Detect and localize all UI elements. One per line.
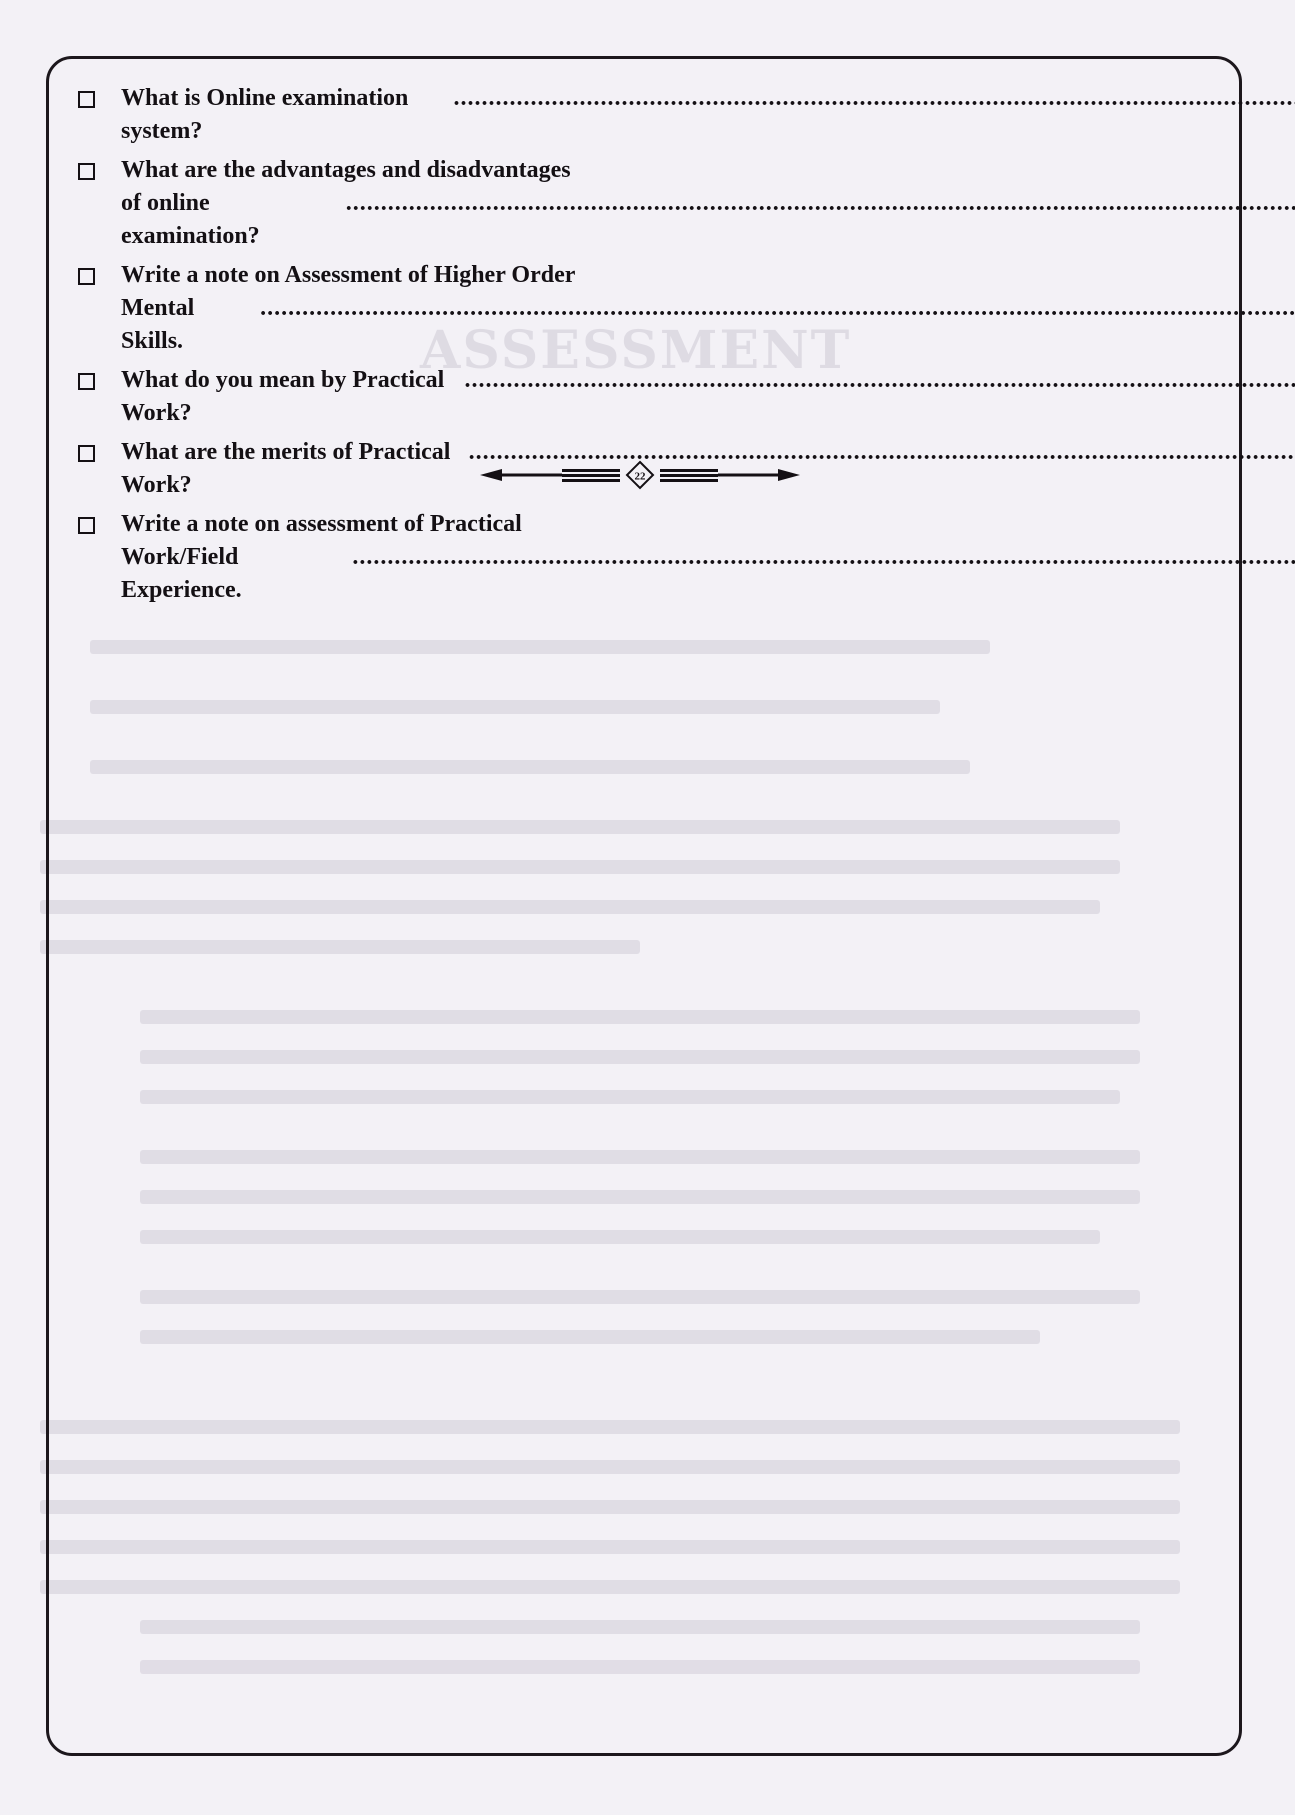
toc-entry-title: What is Online examination system?: [121, 85, 409, 144]
dot-leader: [464, 364, 1295, 397]
dot-leader: [352, 541, 1295, 574]
checkbox-square-icon: [78, 445, 95, 462]
toc-entry-title: What do you mean by Practical Work?: [121, 367, 445, 426]
toc-entry[interactable]: [76, 364, 1226, 430]
right-arrowhead-icon: [778, 469, 800, 481]
toc-entry-title-continued: Mental Skills.: [121, 295, 195, 354]
dot-leader: [346, 187, 1295, 220]
checkbox-square-icon: [78, 373, 95, 390]
toc-entry[interactable]: [76, 154, 1226, 253]
checkbox-square-icon: [78, 163, 95, 180]
toc-entry[interactable]: [76, 259, 1226, 358]
table-of-contents: [76, 82, 1226, 613]
toc-entry-title-continued: Work/Field Experience.: [121, 544, 242, 603]
toc-entry-title: What are the advantages and disadvantages: [121, 157, 571, 183]
toc-entry[interactable]: [76, 508, 1226, 607]
divider-ornament: [480, 460, 800, 490]
checkbox-square-icon: [78, 517, 95, 534]
checkbox-square-icon: [78, 268, 95, 285]
checkbox-square-icon: [78, 91, 95, 108]
toc-entry-title: What are the merits of Practical Work?: [121, 439, 451, 498]
toc-entry[interactable]: [76, 82, 1226, 148]
toc-entry-title: Write a note on Assessment of Higher Order: [121, 262, 576, 288]
toc-entry-title-continued: of online examination?: [121, 190, 260, 249]
dot-leader: [453, 82, 1295, 115]
toc-entry-title: Write a note on assessment of Practical: [121, 511, 522, 537]
ornament-page-label: 22: [634, 470, 646, 483]
dot-leader: [260, 292, 1295, 325]
bleed-heading: ASSESSMENT: [420, 320, 852, 381]
